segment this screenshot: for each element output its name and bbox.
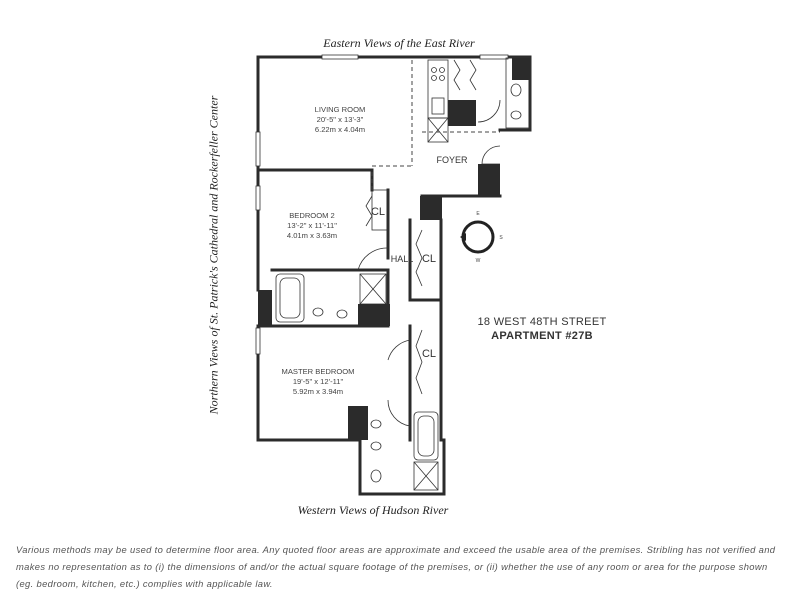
master-bedroom-name: MASTER BEDROOM [281, 367, 355, 376]
bedroom2-dim-imperial: 13'-2" x 11'-11" [287, 221, 337, 230]
foyer-door-arc [482, 146, 500, 164]
west-view-text: Western Views of Hudson River [297, 503, 449, 517]
west-view-label [0, 503, 800, 518]
compass-label-top: E [476, 211, 480, 217]
column-3 [420, 196, 442, 220]
window-top-right [480, 55, 508, 59]
column-2 [478, 164, 500, 196]
column-4 [258, 290, 272, 326]
master-door-arc [388, 340, 410, 360]
north-view-label: Northern Views of St. Patrick's Cathedral and Rockerfeller Center [206, 95, 221, 415]
column-7 [512, 58, 530, 80]
column-1 [448, 100, 476, 126]
compass-label-right: S [499, 235, 503, 241]
compass [460, 222, 493, 252]
living-room-name: LIVING ROOM [314, 105, 366, 114]
compass-label-bottom: W [475, 258, 481, 264]
column-6 [348, 406, 368, 440]
window-left-living [256, 132, 260, 166]
bed2-door-arc [358, 248, 388, 270]
east-view-label [0, 36, 800, 51]
window-left-bed2 [256, 186, 260, 210]
window-top-left [322, 55, 358, 59]
master-bedroom-dim-imperial: 19'-5" x 12'-11" [292, 377, 344, 386]
east-view-text: Eastern Views of the East River [323, 36, 475, 50]
master-bedroom-dim-metric: 5.92m x 3.94m [292, 387, 344, 396]
column-5 [358, 304, 390, 326]
living-room-dim-imperial: 20'-5" x 13'-3" [316, 115, 364, 124]
closet-label-bed2: CL [370, 206, 386, 218]
hall-label: HALL [390, 254, 414, 264]
closet-label-master: CL [421, 348, 437, 360]
kitchen-closet-doors [454, 60, 460, 90]
window-left-master [256, 328, 260, 354]
bedroom2-dim-metric: 4.01m x 3.63m [286, 231, 338, 240]
living-room-dim-metric: 6.22m x 4.04m [314, 125, 366, 134]
apartment-number: APARTMENT #27B [491, 330, 593, 342]
bedroom2-name: BEDROOM 2 [289, 211, 335, 220]
address: 18 WEST 48TH STREET [477, 316, 607, 328]
foyer-label: FOYER [436, 155, 468, 165]
disclaimer: Various methods may be used to determine floor area. Any quoted floor areas are approximate and exceed the usable area of the premises. Stribling has not verified and makes no representation as to (i) the dimensions of and/or the actual square footage of the premises, or (ii) whether the use of any room or area for the purpose shown (eg. bedroom, kitchen, etc.) complies with applicable law. [16, 544, 776, 589]
kitchen-counter [428, 60, 448, 118]
closet-label-hall: CL [421, 253, 437, 265]
